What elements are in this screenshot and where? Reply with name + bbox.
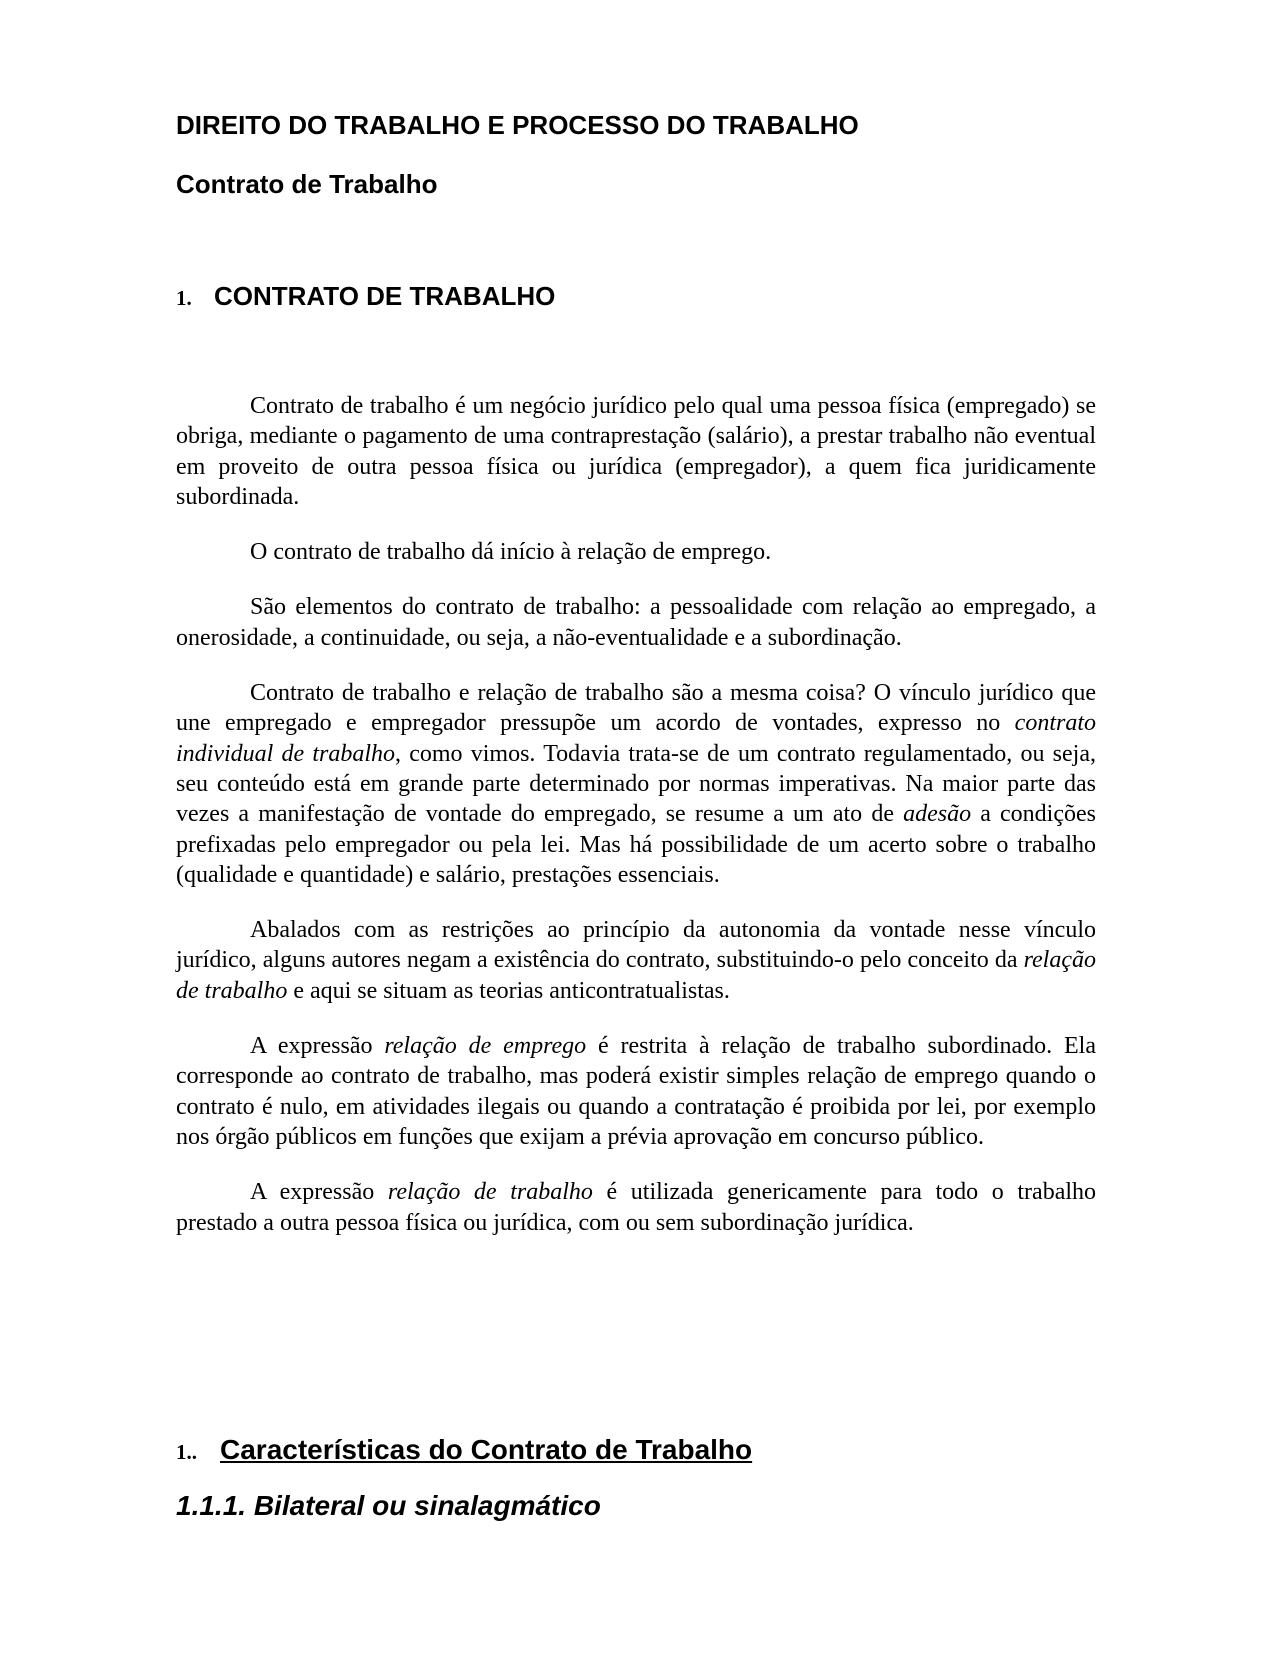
- paragraph-definition: Contrato de trabalho é um negócio jurídico pelo qual uma pessoa física (empregado) se obriga, mediante o pagamento de uma contraprestação (salário), a prestar trabalho não eventual em proveito de outra pessoa física ou jurídica (empregador), a quem fica juridicamente subordinada.: [176, 393, 1096, 510]
- paragraph-employment-relation: [176, 1031, 1096, 1152]
- document-subtitle: Contrato de Trabalho: [176, 169, 438, 199]
- italic-term: relação de emprego: [384, 1033, 587, 1060]
- paragraph-text: Abalados com as restrições ao princípio da autonomia da vontade nesse vínculo jurídico, alguns autores negam a existência do contrato, substituindo-o pelo conceito da: [176, 917, 1096, 974]
- paragraph-text: Contrato de trabalho e relação de trabalho são a mesma coisa? O vínculo jurídico que une empregado e empregador pressupõe um acordo de vontades, expresso no: [176, 680, 1096, 737]
- paragraph-text: e aqui se situam as teorias anticontratualistas.: [287, 977, 730, 1004]
- section-title: CONTRATO DE TRABALHO: [214, 281, 556, 311]
- subsection-heading: [176, 1430, 752, 1474]
- section-heading: [176, 278, 555, 316]
- document-title: DIREITO DO TRABALHO E PROCESSO DO TRABALHO: [176, 110, 859, 140]
- paragraph-elements: São elementos do contrato de trabalho: a pessoalidade com relação ao empregado, a onerosidade, a continuidade, ou seja, a não-eventualidade e a subordinação.: [176, 594, 1096, 651]
- subsection-number: 1..: [176, 1440, 197, 1464]
- italic-term: contrato individual de trabalho: [176, 710, 1096, 767]
- subsubsection-heading: 1.1.1. Bilateral ou sinalagmático: [176, 1490, 601, 1521]
- body-text: [176, 391, 1096, 1238]
- paragraph-work-relation: [176, 1177, 1096, 1238]
- paragraph-relation-start: O contrato de trabalho dá início à relação de emprego.: [250, 539, 772, 566]
- paragraph-text: , como vimos. Todavia trata-se de um contrato regulamentado, ou seja, seu conteúdo está em grande parte determinado por normas imperativas. Na maior parte das vezes a manifestação de vontade do empregado, se resume a um ato de: [176, 740, 1096, 828]
- subsection-title: Características do Contrato de Trabalho: [220, 1434, 753, 1465]
- italic-term: adesão: [903, 801, 972, 828]
- paragraph-anticontractualists: [176, 915, 1096, 1006]
- italic-term: relação de trabalho: [176, 947, 1096, 1004]
- section-number: 1.: [176, 286, 192, 310]
- paragraph-text: é restrita à relação de trabalho subordinado. Ela corresponde ao contrato de trabalho, mas poderá existir simples relação de emprego quando o contrato é nulo, em atividades ilegais ou quando a contratação é proibida por lei, por exemplo nos órgão públicos em funções que exijam a prévia aprovação em concurso público.: [176, 1033, 1097, 1150]
- paragraph-text: a condições prefixadas pelo empregador ou pela lei. Mas há possibilidade de um acerto sobre o trabalho (qualidade e quantidade) e salário, prestações essenciais.: [176, 801, 1096, 888]
- paragraph-same-thing: [176, 678, 1096, 890]
- italic-term: relação de trabalho: [387, 1179, 593, 1206]
- paragraph-text: A expressão: [250, 1179, 388, 1206]
- paragraph-text: é utilizada genericamente para todo o trabalho prestado a outra pessoa física ou jurídica, com ou sem subordinação jurídica.: [176, 1179, 1097, 1236]
- paragraph-text: A expressão: [250, 1033, 385, 1060]
